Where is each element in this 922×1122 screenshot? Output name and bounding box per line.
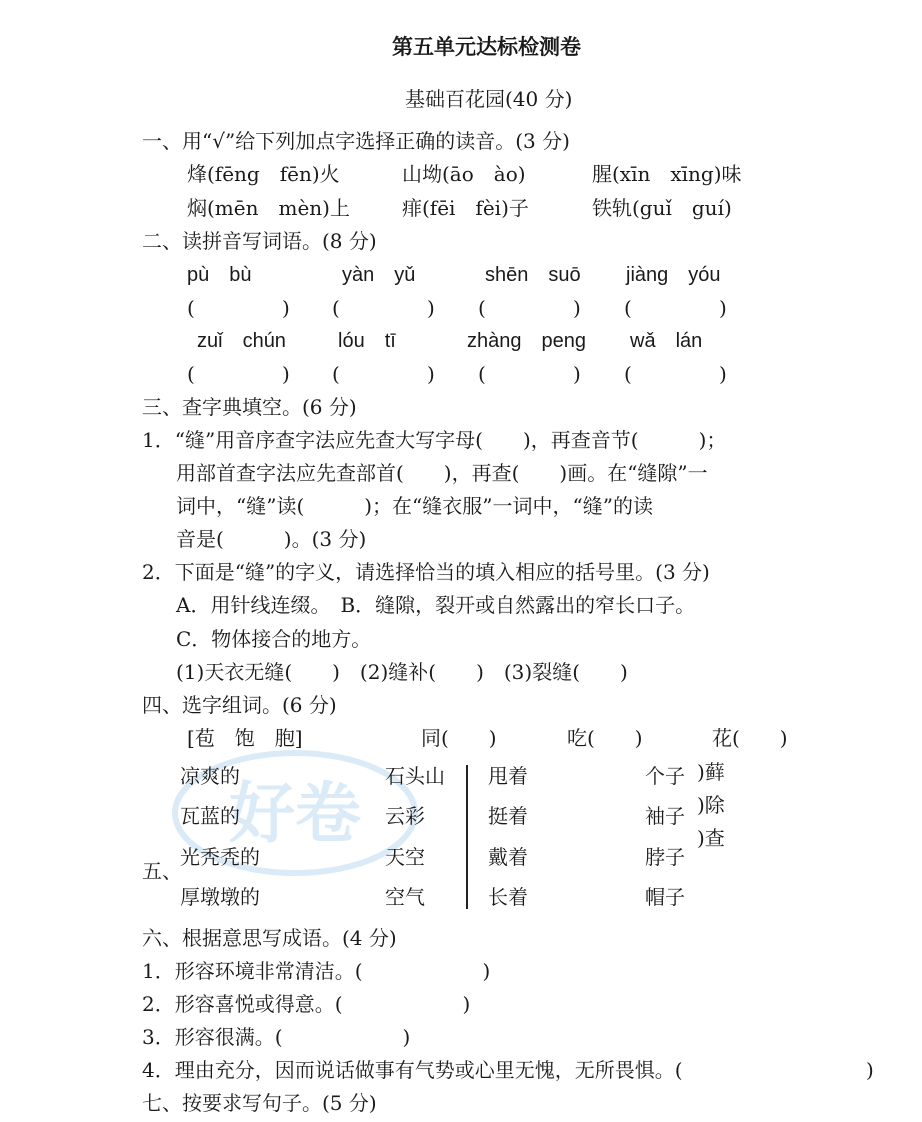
answer-paren-open: ( <box>478 296 486 320</box>
q7-heading: 七、按要求写句子。(5 分) <box>142 1091 377 1115</box>
answer-paren-open: ( <box>478 362 486 386</box>
q5-object: 帽子 <box>645 885 685 909</box>
q5-noun: 空气 <box>385 885 425 909</box>
answer-paren-close: ) <box>282 362 290 386</box>
q5-noun: 云彩 <box>385 804 425 828</box>
answer-paren-open: ( <box>624 362 632 386</box>
q2-pinyin: pù bù <box>187 264 252 286</box>
q2-heading: 二、读拼音写词语。(8 分) <box>142 229 377 253</box>
q2-pinyin: shēn suō <box>485 264 581 286</box>
answer-paren-open: ( <box>332 362 340 386</box>
q4-side-char: )查 <box>697 826 725 850</box>
q2-pinyin: yàn yǔ <box>342 264 416 286</box>
q5-verb: 甩着 <box>488 764 528 788</box>
q4-blank: 吃( ) <box>567 726 643 750</box>
q5-adjective: 凉爽的 <box>180 764 240 788</box>
q6-heading: 六、根据意思写成语。(4 分) <box>142 926 397 950</box>
q3-text-line: 音是( )。(3 分) <box>176 527 367 551</box>
answer-paren-close: ) <box>282 296 290 320</box>
divider-line <box>466 765 468 909</box>
q6-item: 4．理由充分，因而说话做事有气势或心里无愧，无所畏惧。( <box>142 1058 683 1082</box>
answer-paren-open: ( <box>332 296 340 320</box>
q1-item: 山坳(āo ào) <box>402 162 526 186</box>
answer-paren-close: ) <box>427 362 435 386</box>
q2-pinyin: zuǐ chún <box>197 330 286 352</box>
q2-pinyin: jiàng yóu <box>626 264 721 286</box>
q1-heading: 一、用“√”给下列加点字选择正确的读音。(3 分) <box>142 129 570 153</box>
q1-item: 痱(fēi fèi)子 <box>402 196 529 220</box>
q3-text-line: (1)天衣无缝( ) (2)缝补( ) (3)裂缝( ) <box>176 660 628 684</box>
q5-adjective: 瓦蓝的 <box>180 804 240 828</box>
q6-item: 3．形容很满。( ) <box>142 1025 411 1049</box>
answer-paren-open: ( <box>187 362 195 386</box>
q1-item: 铁轨(guǐ guí) <box>592 196 732 220</box>
q5-noun: 天空 <box>385 845 425 869</box>
q1-item: 腥(xīn xīng)味 <box>592 162 742 186</box>
q1-item: 烽(fēng fēn)火 <box>187 162 340 186</box>
q5-object: 脖子 <box>645 845 685 869</box>
q4-side-char: )藓 <box>697 760 725 784</box>
q5-verb: 戴着 <box>488 845 528 869</box>
page-title: 第五单元达标检测卷 <box>392 34 581 59</box>
answer-paren-close: ) <box>573 362 581 386</box>
q5-verb: 长着 <box>488 885 528 909</box>
q3-text-line: 2．下面是“缝”的字义，请选择恰当的填入相应的括号里。(3 分) <box>142 560 710 584</box>
q5-object: 袖子 <box>645 804 685 828</box>
q5-adjective: 光秃秃的 <box>180 845 260 869</box>
q6-item: 2．形容喜悦或得意。( ) <box>142 992 471 1016</box>
q1-item: 焖(mēn mèn)上 <box>187 196 350 220</box>
answer-paren-close: ) <box>719 362 727 386</box>
q5-object: 个子 <box>645 764 685 788</box>
q3-text-line: A．用针线连缀。 B．缝隙，裂开或自然露出的窄长口子。 <box>176 593 696 617</box>
answer-paren-open: ( <box>187 296 195 320</box>
watermark-text: 好卷 <box>229 775 361 852</box>
q5-adjective: 厚墩墩的 <box>180 885 260 909</box>
answer-paren-close: ) <box>427 296 435 320</box>
q3-text-line: 词中，“缝”读( )；在“缝衣服”一词中，“缝”的读 <box>176 494 653 518</box>
q2-pinyin: lóu tī <box>338 330 396 352</box>
q4-side-char: )除 <box>697 793 725 817</box>
answer-paren-close: ) <box>719 296 727 320</box>
q2-pinyin: zhàng peng <box>467 330 586 352</box>
q3-heading: 三、查字典填空。(6 分) <box>142 395 357 419</box>
q2-pinyin: wǎ lán <box>630 330 703 352</box>
answer-paren-close: ) <box>866 1058 874 1082</box>
q5-noun: 石头山 <box>385 764 445 788</box>
q3-text-line: 用部首查字法应先查部首( )，再查( )画。在“缝隙”一 <box>176 461 708 485</box>
q5-verb: 挺着 <box>488 804 528 828</box>
q4-blank: 花( ) <box>712 726 788 750</box>
q5-label: 五、 <box>142 859 182 883</box>
page-subtitle: 基础百花园(40 分) <box>405 87 573 111</box>
answer-paren-close: ) <box>573 296 581 320</box>
q6-item: 1．形容环境非常清洁。( ) <box>142 959 491 983</box>
q3-text-line: 1．“缝”用音序查字法应先查大写字母( )，再查音节( )； <box>142 428 727 452</box>
q4-char-bracket: [苞 饱 胞] <box>187 726 303 750</box>
q4-heading: 四、选字组词。(6 分) <box>142 693 337 717</box>
q3-text-line: C．物体接合的地方。 <box>176 627 372 651</box>
answer-paren-open: ( <box>624 296 632 320</box>
q4-blank: 同( ) <box>421 726 497 750</box>
